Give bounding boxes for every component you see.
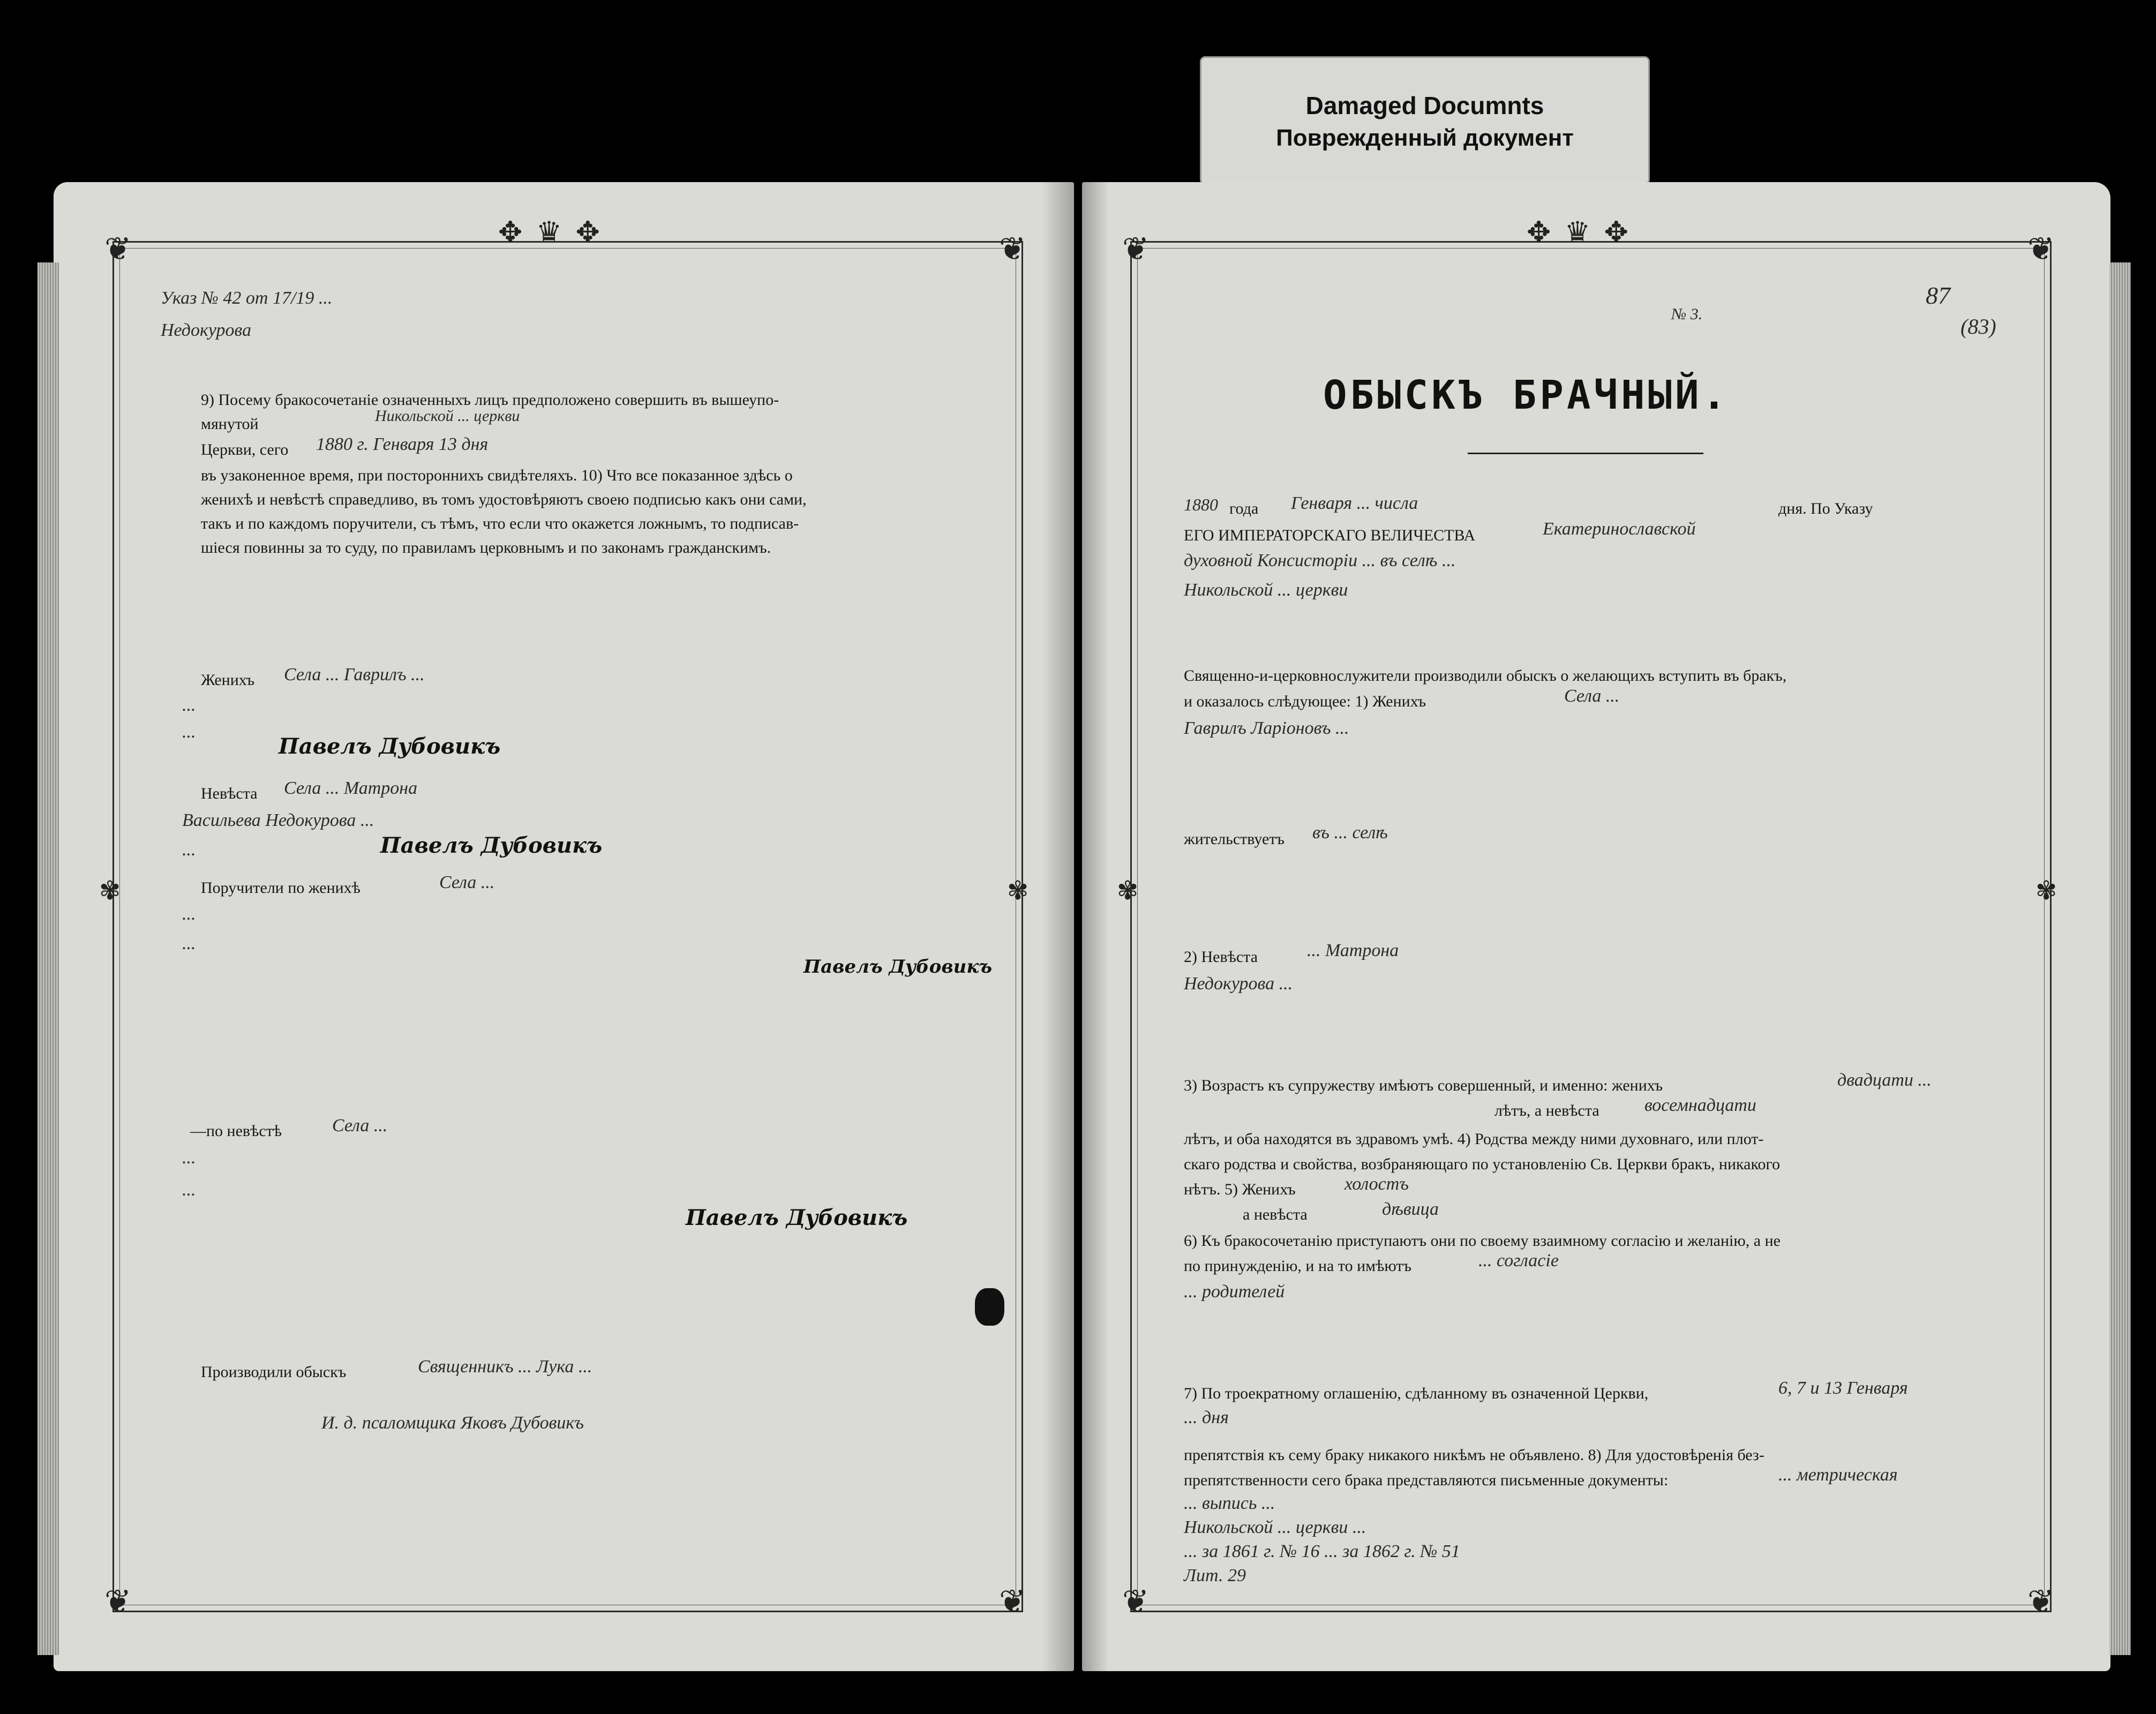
para9-line: шіеся повинны за то суду, по правиламъ церковнымъ и по законамъ гражданскимъ.	[201, 539, 771, 557]
clergy-text: Священно-и-церковнослужители производили обыскъ о желающихъ вступить въ бракъ,	[1184, 667, 1787, 685]
handwritten-groom: ...	[182, 722, 196, 742]
handwritten-date: Генваря ... числа	[1291, 493, 1418, 513]
handwritten-clergy: Священникъ ... Лука ...	[418, 1357, 592, 1377]
label-russian: Поврежденный документ	[1276, 125, 1574, 151]
page-edge-stack	[37, 262, 59, 1655]
guarantors-groom-signature: Павелъ Дубовикъ	[803, 956, 993, 978]
handwritten-decree: Екатеринославской	[1543, 519, 1696, 539]
corner-ornament: ❦	[2027, 1584, 2055, 1619]
handwritten-church: Никольской ... церкви	[375, 407, 520, 425]
handwritten-date: 1880 г. Генваря 13 дня	[316, 434, 489, 454]
title-rule	[1468, 453, 1703, 454]
age-text: лѣтъ, и оба находятся въ здравомъ умѣ. 4) Родства между ними духовнаго, или плот-	[1184, 1130, 1764, 1148]
bride-label: 2) Невѣста	[1184, 948, 1258, 966]
handwritten-bride: Васильева Недокурова ...	[182, 810, 374, 830]
corner-ornament: ❦	[1122, 1584, 1150, 1619]
groom-label: Женихъ	[201, 671, 255, 689]
handwritten-documents: Лит. 29	[1184, 1566, 1246, 1585]
age-text: скаго родства и свойства, возбраняющаго по установленію Св. Церкви бракъ, никакого	[1184, 1155, 1781, 1173]
handwritten-documents: Никольской ... церкви ...	[1184, 1517, 1366, 1537]
bride-label: Невѣста	[201, 785, 258, 802]
handwritten-bride: ... Матрона	[1307, 941, 1399, 960]
para9-line: женихѣ и невѣстѣ справедливо, въ томъ удостовѣряютъ своею подписью какъ они сами,	[201, 491, 807, 508]
date-day-label: дня. По Указу	[1778, 500, 1873, 517]
guarantors-bride-signature: Павелъ Дубовикъ	[686, 1205, 908, 1230]
handwritten-guarantors: ...	[182, 1148, 196, 1168]
handwritten-decree: духовной Консисторіи ... въ селѣ ...	[1184, 551, 1456, 570]
banns-text: препятственности сего брака представляются письменные документы:	[1184, 1471, 1669, 1489]
clergy-text: и оказалось слѣдующее: 1) Женихъ	[1184, 693, 1426, 710]
para9-line: мянутой	[201, 415, 259, 433]
banns-text: препятствія къ сему браку никакого никѣмъ не объявлено. 8) Для удостовѣренія без-	[1184, 1446, 1764, 1464]
handwritten-guarantors: ...	[182, 1180, 196, 1200]
handwritten-groom: Села ...	[1564, 686, 1620, 706]
corner-ornament: ❦	[2027, 231, 2055, 267]
handwritten-documents: ... выпись ...	[1184, 1493, 1275, 1513]
crown-ornament: ✥ ♛ ✥	[498, 216, 603, 249]
handwritten-banns: 6, 7 и 13 Генваря	[1778, 1378, 1908, 1398]
handwritten-bride: Недокурова ...	[1184, 974, 1293, 994]
handwritten-groom: ...	[182, 695, 196, 715]
handwritten-groom-age: двадцати ...	[1837, 1070, 1932, 1090]
handwritten-bride: ...	[182, 840, 196, 860]
consent-text: по принужденію, и на то имѣютъ	[1184, 1257, 1412, 1275]
record-number: № 3.	[1671, 305, 1703, 323]
page-number: 87	[1926, 282, 1950, 309]
date-year: 1880	[1184, 495, 1218, 514]
damaged-documents-label	[1200, 56, 1650, 185]
right-page	[1082, 182, 2110, 1671]
decree-label: ЕГО ИМПЕРАТОРСКАГО ВЕЛИЧЕСТВА	[1184, 527, 1476, 544]
handwritten-bride-age: восемнадцати	[1644, 1095, 1756, 1115]
crown-ornament: ✥ ♛ ✥	[1527, 216, 1632, 249]
document-title: ОБЫСКЪ БРАЧНЫЙ.	[1323, 372, 1730, 418]
guarantors-bride-label: —по невѣстѣ	[190, 1122, 282, 1140]
corner-ornament: ❦	[999, 1584, 1026, 1619]
handwritten-decree: Никольской ... церкви	[1184, 580, 1348, 600]
side-ornament: ✾	[99, 877, 121, 905]
handwritten-groom-status: холостъ	[1344, 1174, 1409, 1194]
age-text: а невѣста	[1243, 1206, 1308, 1223]
handwritten-guarantors: Села ...	[332, 1116, 388, 1136]
para9-line: Церкви, сего	[201, 441, 289, 458]
page-edge-stack	[2109, 262, 2131, 1655]
page-number-alt: (83)	[1960, 314, 1996, 339]
ornamental-border	[1130, 241, 2052, 1612]
gutter-shadow	[1082, 182, 1109, 1671]
handwritten-documents: ... метрическая	[1778, 1465, 1898, 1485]
handwritten-banns: ... дня	[1184, 1408, 1229, 1427]
age-text: 3) Возрастъ къ супружеству имѣютъ совершенный, и именно: женихъ	[1184, 1077, 1663, 1094]
gutter-shadow	[1042, 182, 1074, 1671]
handwritten-consent: ... родителей	[1184, 1282, 1285, 1302]
bride-signature: Павелъ Дубовикъ	[380, 833, 603, 858]
handwritten-note: Указ № 42 от 17/19 ...	[161, 288, 333, 308]
corner-ornament: ❦	[104, 231, 132, 267]
side-ornament: ✾	[1007, 877, 1029, 905]
ink-blot	[975, 1288, 1004, 1326]
corner-ornament: ❦	[104, 1584, 132, 1619]
label-english: Damaged Documnts	[1305, 92, 1544, 119]
groom-signature: Павелъ Дубовикъ	[279, 734, 501, 759]
handwritten-bride-status: дѣвица	[1382, 1199, 1439, 1219]
corner-ornament: ❦	[1122, 231, 1150, 267]
left-page	[54, 182, 1074, 1671]
handwritten-note: Недокурова	[161, 320, 252, 340]
handwritten-documents: ... за 1861 г. № 16 ... за 1862 г. № 51	[1184, 1542, 1460, 1561]
handwritten-guarantors: Села ...	[439, 873, 495, 892]
para9-line: такъ и по каждомъ поручители, съ тѣмъ, что если что окажется ложнымъ, то подписав-	[201, 515, 799, 532]
handwritten-clergy: И. д. псаломщика Яковъ Дубовикъ	[321, 1413, 584, 1433]
handwritten-consent: ... согласіе	[1478, 1251, 1559, 1271]
age-text: лѣтъ, а невѣста	[1494, 1102, 1599, 1119]
date-year-label: года	[1229, 500, 1259, 517]
age-text: нѣтъ. 5) Женихъ	[1184, 1181, 1296, 1198]
para9-line: въ узаконенное время, при постороннихъ свидѣтеляхъ. 10) Что все показанное здѣсь о	[201, 467, 793, 484]
handwritten-guarantors: ...	[182, 904, 196, 924]
handwritten-guarantors: ...	[182, 934, 196, 953]
side-ornament: ✾	[2035, 877, 2057, 905]
corner-ornament: ❦	[999, 231, 1026, 267]
handwritten-bride: Села ... Матрона	[284, 778, 418, 798]
residence-label: жительствуетъ	[1184, 830, 1284, 848]
handwritten-groom: Гаврилъ Ларіоновъ ...	[1184, 718, 1349, 738]
handwritten-groom: Села ... Гаврилъ ...	[284, 665, 425, 685]
banns-text: 7) По троекратному оглашенію, сдѣланному въ означенной Церкви,	[1184, 1385, 1649, 1402]
side-ornament: ✾	[1117, 877, 1139, 905]
consent-text: 6) Къ бракосочетанію приступаютъ они по своему взаимному согласію и желанію, а не	[1184, 1232, 1781, 1250]
search-label: Производили обыскъ	[201, 1363, 347, 1381]
guarantors-groom-label: Поручители по женихѣ	[201, 879, 360, 897]
para9-line: 9) Посему бракосочетаніе означенныхъ лицъ предположено совершить въ вышеупо-	[201, 391, 779, 409]
handwritten-residence: въ ... селѣ	[1312, 823, 1388, 843]
